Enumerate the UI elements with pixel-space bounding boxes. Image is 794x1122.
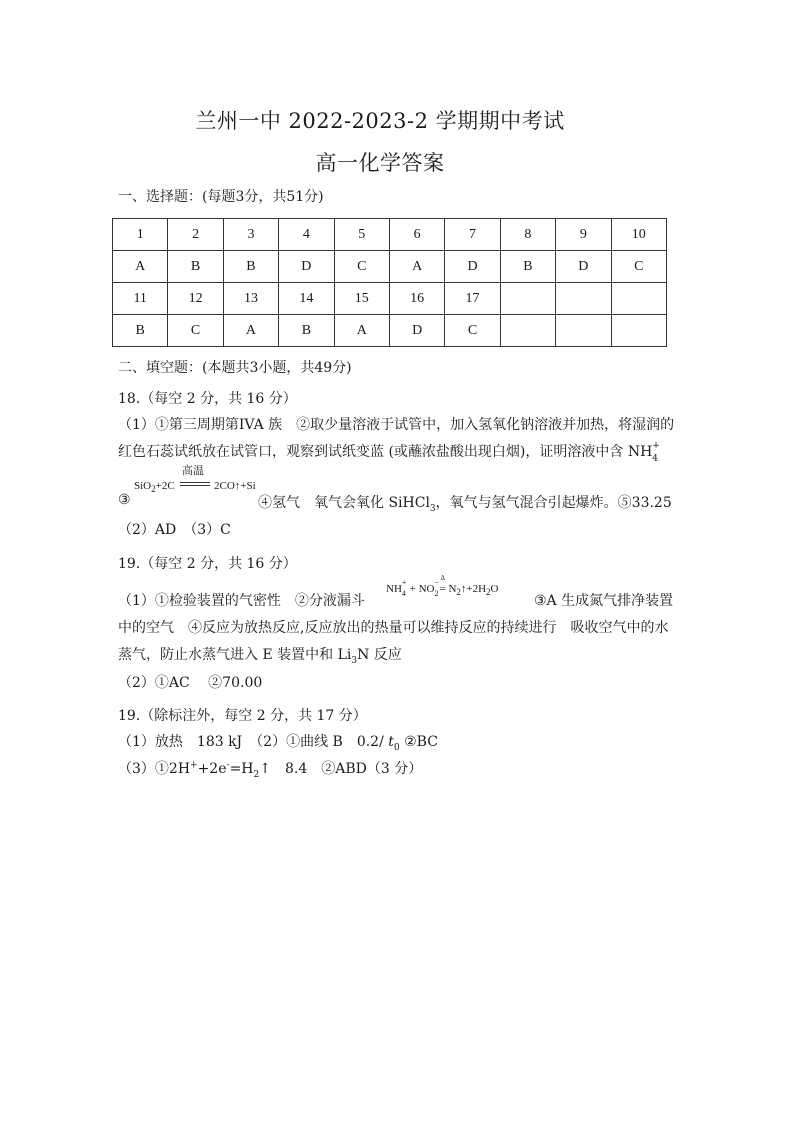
page-subtitle: 高一化学答案: [315, 151, 445, 175]
q18-part1-line3-text: ④氢气 氧气会氧化 SiHCl$_3$，氧气与氢气混合引起爆炸。⑤33.25: [258, 495, 672, 514]
table-cell: 13: [223, 283, 278, 315]
table-cell: C: [168, 315, 223, 347]
section1-heading: 一、选择题：(每题3分，共51分): [118, 189, 324, 205]
table-cell: B: [279, 315, 334, 347]
table-cell: [500, 315, 555, 347]
q19a-part1-line3: 蒸气，防止水蒸气进入 E 装置中和 $Li_3N$ 反应: [118, 647, 402, 666]
table-cell: B: [113, 315, 168, 347]
table-cell: 8: [500, 219, 555, 251]
table-cell: [556, 283, 611, 315]
q19a-equation: NH + 4 + NO − 2 Δ = $N_2↑+2H_2O$: [386, 574, 499, 598]
table-cell: 5: [334, 219, 389, 251]
q18-part1-line3: ③: [118, 492, 131, 508]
q19a-heading: 19.（每空 2 分，共 16 分）: [118, 556, 297, 572]
table-cell: A: [113, 251, 168, 283]
table-cell: D: [445, 251, 500, 283]
q18-part1-line2: 红色石蕊试纸放在试管口，观察到试纸变蓝 (或蘸浓盐酸出现白烟)，证明溶液中含 NH + 4: [118, 441, 660, 464]
table-cell: 3: [223, 219, 278, 251]
table-cell: 1: [113, 219, 168, 251]
table-cell: 2: [168, 219, 223, 251]
table-cell: 12: [168, 283, 223, 315]
q19a-part2: （2）①AC ②70.00: [118, 675, 263, 691]
equals-sign: [180, 482, 210, 486]
table-cell: D: [556, 251, 611, 283]
table-cell: [500, 283, 555, 315]
table-cell: B: [500, 251, 555, 283]
table-row: [113, 219, 667, 251]
table-cell: [611, 315, 666, 347]
q18-heading: 18.（每空 2 分，共 16 分）: [118, 391, 297, 407]
answer-table: [112, 218, 667, 347]
table-cell: D: [279, 251, 334, 283]
table-cell: 11: [113, 283, 168, 315]
table-cell: A: [223, 315, 278, 347]
table-cell: C: [334, 251, 389, 283]
table-cell: D: [389, 315, 444, 347]
table-cell: 14: [279, 283, 334, 315]
q19a-part1-line2: 中的空气 ④反应为放热反应,反应放出的热量可以维持反应的持续进行 吸收空气中的水: [118, 620, 669, 636]
page-title: 兰州一中 2022-2023-2 学期期中考试: [195, 109, 565, 133]
table-cell: C: [445, 315, 500, 347]
table-cell: [611, 283, 666, 315]
table-row: [113, 251, 667, 283]
table-cell: B: [168, 251, 223, 283]
table-cell: [556, 315, 611, 347]
table-row: [113, 283, 667, 315]
q19a-part1-a: （1）①检验装置的气密性 ②分液漏斗: [118, 593, 365, 609]
q18-part2: （2）AD （3）C: [118, 522, 231, 538]
q19a-part1-b: ③A 生成氮气排净装置: [534, 593, 674, 609]
table-cell: 17: [445, 283, 500, 315]
table-cell: B: [223, 251, 278, 283]
section2-heading: 二、填空题：(本题共3小题，共49分): [118, 360, 352, 376]
table-cell: 6: [389, 219, 444, 251]
table-row: [113, 315, 667, 347]
table-cell: 10: [611, 219, 666, 251]
q19b-heading: 19.（除标注外，每空 2 分，共 17 分）: [118, 708, 367, 724]
table-cell: 16: [389, 283, 444, 315]
table-cell: C: [611, 251, 666, 283]
table-cell: 15: [334, 283, 389, 315]
q19b-part1: （1）放热 183 kJ （2）①曲线 B 0.2/ $t_0$ ②BC: [118, 734, 438, 753]
table-cell: 4: [279, 219, 334, 251]
q19b-part3: $(3)①2H^++2e^-=H_2↑$ 8.4 ②ABD（3 分）: [118, 760, 423, 780]
table-cell: A: [389, 251, 444, 283]
table-cell: 7: [445, 219, 500, 251]
table-cell: A: [334, 315, 389, 347]
table-cell: 9: [556, 219, 611, 251]
equation-condition: 高温: [182, 465, 204, 477]
q18-part1-line1: （1）①第三周期第IVA 族 ②取少量溶液于试管中，加入氢氧化钠溶液并加热，将湿润的: [118, 417, 675, 433]
